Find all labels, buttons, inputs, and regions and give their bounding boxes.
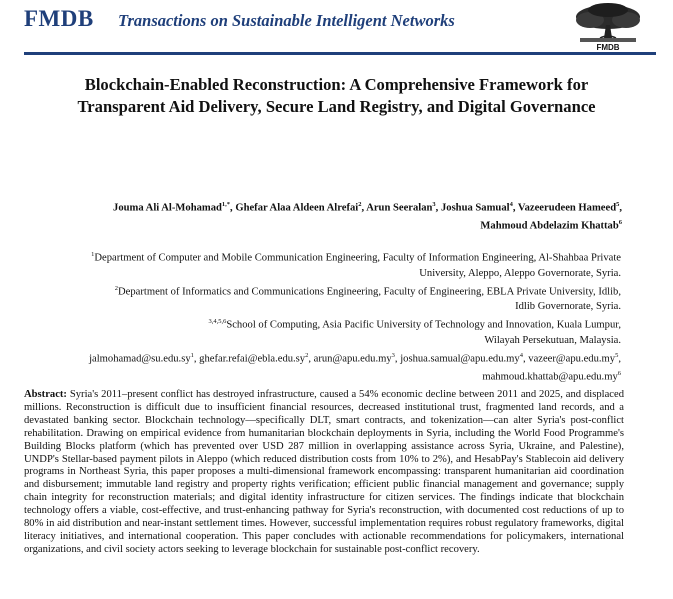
author-name: Ghefar Alaa Aldeen Alrefai [235, 202, 359, 214]
affiliations [24, 247, 621, 385]
publisher-logo [560, 0, 656, 52]
author-sep: , [230, 202, 236, 214]
journal-header [0, 0, 673, 52]
author-list [30, 198, 622, 233]
email-sup: 2 [305, 351, 309, 359]
author-sup: 3 [432, 201, 436, 208]
email: vazeer@apu.edu.my [528, 353, 616, 365]
affil-sup: 1 [91, 251, 95, 258]
author-line-2 [30, 216, 622, 234]
journal-name: Transactions on Sustainable Intelligent Networks [118, 11, 455, 30]
paper-title [24, 74, 649, 118]
journal-brand: FMDB [24, 6, 94, 31]
author-name: Mahmoud Abdelazim Khattab [480, 220, 619, 232]
affiliation-2-line-2: Idlib Governorate, Syria. [515, 301, 621, 313]
affil-sup: 3,4,5,6 [208, 318, 227, 326]
author-name: Jouma Ali Al-Mohamad [113, 202, 222, 214]
title-line-1: Blockchain-Enabled Reconstruction: A Comprehensive Framework for [84, 75, 589, 94]
abstract-text: Syria's 2011–present conflict has destroyed infrastructure, caused a 54% economic decline between 2011 and 2025, and displaced millions. Reconstruction is difficult due to insufficient financial resources, decreased institutional trust, fragmented land records, and a devastated banking sector. Blockchain technology—specifically DLT, smart contracts, and tokenization—can alter Syria's post-conflict rehabilitation. Drawing on empirical evidence from humanitarian blockchain deployments in Syria, including the World Food Programme's Building Blocks platform (which has prevented over USD 287 million in overlapping assistance across Syria, Ukraine, and Palestine), UNDP's Stellar-based payment pilots in Aleppo (which reduced distribution costs from 10% to 2%), and HesabPay's Stablecoin aid delivery programs in Northeast Syria, this paper proposes a multi-dimensional framework encompassing: transparent humanitarian aid coordination and disbursement; immutable land registry and property rights verification; efficient public financial management and governance; supply chain integrity for reconstruction materials; and digital identity infrastructure for citizen services. The findings indicate that blockchain technology offers a viable, cost-effective, and trust-enhancing pathway for Syria's reconstruction, with documented cost reductions of up to 80% in aid distribution and near-instant settlement times. However, successful implementation requires robust regulatory frameworks, digital literacy initiatives, and international cooperation. This paper concludes with actionable recommendations for policymakers, international organizations, and civil society actors seeking to leverage blockchain for sustainable post-conflict recovery. [24, 389, 624, 555]
affiliation-3-line-1 [24, 314, 621, 333]
affiliation-2-line-1 [24, 281, 621, 300]
author-name: Vazeerudeen Hameed [517, 202, 617, 214]
author-name: Arun Seeralan [366, 202, 433, 214]
affil-sup: 2 [114, 284, 118, 292]
email-sup: 6 [617, 370, 621, 378]
author-sep: , [619, 202, 622, 214]
author-sep: , [435, 202, 441, 214]
email: arun@apu.edu.my [313, 353, 392, 365]
email-sup: 3 [391, 351, 395, 359]
affiliation-3-line-2: Wilayah Persekutuan, Malaysia. [484, 334, 621, 346]
email: jalmohamad@su.edu.sy [89, 353, 191, 365]
header-divider [24, 52, 656, 55]
author-sep: , [361, 202, 367, 214]
author-sup: 1,* [221, 201, 231, 208]
author-sup: 2 [358, 201, 362, 208]
affil-text: Department of Informatics and Communications Engineering, Faculty of Engineering, EBLA Private University, Idlib, [118, 286, 621, 298]
email-line-1 [24, 348, 621, 367]
email-line-2 [24, 366, 621, 385]
author-sep: , [512, 202, 518, 214]
email-sep: , [618, 353, 621, 365]
email-sep: , [394, 353, 401, 365]
abstract-label: Abstract: [24, 389, 67, 400]
affil-text: School of Computing, Asia Pacific University of Technology and Innovation, Kuala Lumpur, [226, 319, 621, 331]
email-sup: 4 [519, 351, 523, 359]
affiliation-1-line-2: University, Aleppo, Aleppo Governorate, Syria. [419, 267, 621, 279]
email-sep: , [522, 353, 529, 365]
abstract [24, 389, 624, 557]
author-name: Joshua Samual [440, 202, 510, 214]
tree-icon [560, 0, 656, 52]
email-sup: 1 [190, 351, 194, 359]
author-sup: 6 [618, 218, 622, 226]
author-line-1 [30, 198, 622, 216]
email-sup: 5 [615, 351, 619, 359]
affiliation-1-line-1 [24, 247, 621, 266]
email-sep: , [308, 353, 314, 365]
email: ghefar.refai@ebla.edu.sy [199, 353, 306, 365]
logo-label: FMDB [596, 43, 620, 52]
author-sup: 4 [509, 201, 513, 208]
email-sep: , [193, 353, 200, 365]
email: mahmoud.khattab@apu.edu.my [482, 371, 618, 383]
affil-text: Department of Computer and Mobile Communication Engineering, Faculty of Information Engineering, Al-Shahbaa Private [94, 252, 621, 264]
email: joshua.samual@apu.edu.my [400, 353, 520, 365]
author-sup: 5 [616, 201, 620, 208]
title-line-2: Transparent Aid Delivery, Secure Land Registry, and Digital Governance [77, 97, 596, 116]
